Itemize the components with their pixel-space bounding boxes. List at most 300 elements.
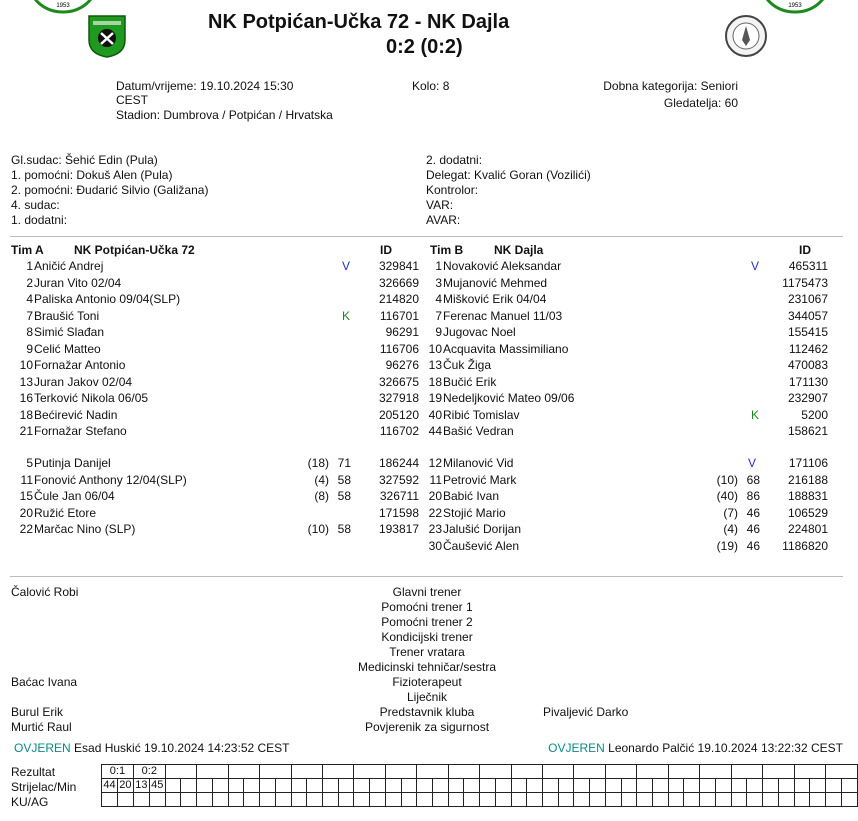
substitute-row	[420, 521, 835, 537]
scorer-cell	[794, 779, 810, 793]
player-name: Juran Jakov 02/04	[34, 374, 133, 389]
kuag-cell	[307, 793, 323, 807]
kuag-cell	[605, 793, 621, 807]
result-cell	[480, 765, 511, 779]
scorer-label: Strijelac/Min	[11, 780, 77, 794]
player-id: 214820	[378, 292, 419, 306]
staff-role: Pomoćni trener 1	[381, 600, 473, 614]
scorer-cell	[165, 779, 181, 793]
scorer-cell	[181, 779, 197, 793]
player-row	[11, 423, 426, 439]
match-datetime	[116, 79, 293, 93]
substitute-row	[11, 455, 426, 471]
official-left-2	[11, 183, 208, 197]
kuag-cell	[197, 793, 213, 807]
scorer-cell	[558, 779, 574, 793]
scorer-cell	[621, 779, 637, 793]
scorer-cell	[527, 779, 543, 793]
sub-for: (8)	[314, 489, 329, 503]
scorer-cell	[480, 779, 496, 793]
player-number: 15	[19, 489, 33, 503]
official-role: 1. pomoćni:	[11, 168, 74, 182]
player-number: 9	[26, 341, 33, 356]
player-number: 13	[19, 374, 33, 389]
scorer-cell	[653, 779, 669, 793]
player-name: Čuk Žiga	[443, 358, 492, 372]
substitute-row	[11, 488, 426, 504]
kuag-cell	[117, 793, 133, 807]
staff-role: Povjerenik za sigurnost	[364, 720, 490, 734]
scorer-cell	[244, 779, 260, 793]
official-role: Kontrolor:	[426, 183, 479, 197]
player-number: 3	[435, 275, 442, 290]
scorer-cell	[464, 779, 480, 793]
kuag-cell	[527, 793, 543, 807]
team-b-name: NK Dajla	[494, 243, 544, 257]
player-name: Jugovac Noel	[443, 325, 516, 339]
player-name: Fornažar Antonio	[34, 358, 126, 372]
kuag-cell	[700, 793, 716, 807]
kuag-cell	[778, 793, 794, 807]
player-number: 11	[429, 472, 442, 487]
result-cell	[448, 765, 479, 779]
substitute-row	[11, 505, 426, 521]
result-cell	[511, 765, 542, 779]
player-number: 8	[26, 325, 33, 339]
age-category-label: Dobna kategorija:	[603, 79, 698, 93]
scorer-cell	[810, 779, 826, 793]
kuag-cell	[228, 793, 244, 807]
kuag-cell	[480, 793, 496, 807]
player-id: 96276	[385, 358, 419, 372]
player-row	[420, 308, 835, 324]
player-row	[420, 374, 835, 390]
scorer-cell	[322, 779, 338, 793]
official-name: Šehić Edin (Pula)	[65, 153, 158, 167]
kuag-cell	[763, 793, 779, 807]
round-label: Kolo:	[412, 79, 440, 93]
kuag-cell	[794, 793, 810, 807]
official-role: 4. sudac:	[11, 198, 60, 212]
goalkeeper-mark: V	[342, 259, 351, 273]
scorer-cell: 20	[119, 779, 132, 791]
scorer-cell	[417, 779, 433, 793]
result-cell	[668, 765, 699, 779]
kuag-cell	[165, 793, 181, 807]
player-number: 1	[435, 259, 442, 273]
kuag-cell	[275, 793, 291, 807]
scorer-cell: 44	[103, 779, 116, 791]
match-stadium	[116, 108, 333, 122]
kuag-cell	[181, 793, 197, 807]
scorer-cell	[260, 779, 276, 793]
sub-minute: 58	[337, 489, 351, 503]
player-name: Nedeljković Mateo 09/06	[443, 391, 575, 405]
kuag-cell	[841, 793, 857, 807]
match-title: NK Potpićan-Učka 72 - NK Dajla	[208, 11, 510, 33]
player-name: Milanović Vid	[443, 456, 514, 470]
result-label: Rezultat	[11, 765, 56, 779]
scorer-cell	[778, 779, 794, 793]
sub-minute: 58	[337, 472, 351, 487]
result-cell	[197, 765, 228, 779]
scorer-cell	[684, 779, 700, 793]
left-club-rep: Burul Erik	[11, 705, 64, 719]
verified-left-text: Esad Huskić 19.10.2024 14:23:52 CEST	[74, 741, 290, 755]
player-id: 116701	[379, 308, 419, 323]
kuag-label: KU/AG	[11, 795, 49, 809]
player-id: 112462	[788, 341, 828, 356]
player-id: 326669	[378, 275, 419, 290]
staff-role: Kondicijski trener	[381, 630, 473, 644]
result-cell	[763, 765, 794, 779]
player-number: 20	[428, 489, 442, 503]
datetime-label: Datum/vrijeme:	[116, 79, 197, 93]
player-number: 18	[19, 407, 33, 422]
year-left: 1953	[56, 3, 70, 9]
official-right-0	[426, 153, 482, 167]
official-name: Kvalić Goran (Vozilići)	[474, 168, 591, 182]
player-name: Mujanović Mehmed	[443, 275, 548, 290]
team-a-label: Tim A	[11, 243, 44, 257]
player-row	[11, 275, 426, 291]
kuag-cell	[354, 793, 370, 807]
kuag-cell	[149, 793, 165, 807]
left-head-coach: Čalović Robi	[11, 585, 79, 599]
kuag-cell	[653, 793, 669, 807]
player-id: 193817	[378, 522, 419, 536]
player-number: 21	[19, 424, 33, 438]
age-category	[603, 79, 738, 93]
sub-for: (18)	[307, 456, 329, 470]
scorer-cell	[338, 779, 354, 793]
sub-for: (10)	[307, 522, 329, 536]
player-number: 23	[428, 522, 442, 536]
official-left-4	[11, 213, 67, 227]
player-name: Juran Vito 02/04	[34, 275, 122, 290]
scorer-cell: 45	[151, 779, 164, 791]
official-role: 2. pomoćni:	[11, 183, 74, 197]
age-category-value: Seniori	[700, 79, 738, 93]
sub-minute: 58	[337, 522, 351, 536]
player-id: 106529	[787, 505, 828, 520]
player-row	[11, 357, 426, 373]
player-row	[420, 324, 835, 340]
result-cell	[322, 765, 353, 779]
kuag-cell	[731, 793, 747, 807]
player-name: Fornažar Stefano	[34, 424, 127, 438]
stadium-value: Dumbrova / Potpićan / Hrvatska	[163, 108, 333, 122]
player-row	[420, 291, 835, 307]
result-cell	[291, 765, 322, 779]
year-right: 1953	[788, 3, 802, 9]
scorer-cell	[448, 779, 464, 793]
divider-mid	[10, 576, 843, 577]
right-club-rep: Pivaljević Darko	[543, 705, 629, 719]
player-name: Putinja Danijel	[34, 456, 111, 470]
player-name: Čaušević Alen	[443, 538, 520, 553]
official-name: Dokuš Alen (Pula)	[76, 168, 173, 182]
player-name: Terković Nikola 06/05	[34, 391, 149, 405]
player-number: 9	[435, 325, 442, 339]
official-right-4	[426, 213, 460, 227]
scorer-cell	[385, 779, 401, 793]
kuag-cell	[417, 793, 433, 807]
official-left-0	[11, 153, 158, 167]
player-number: 10	[428, 341, 442, 356]
team-a-name: NK Potpićan-Učka 72	[74, 243, 195, 257]
player-name: Mišković Erik 04/04	[443, 292, 547, 306]
scorer-cell	[432, 779, 448, 793]
official-role: VAR:	[426, 198, 454, 212]
timezone: CEST	[116, 93, 149, 107]
player-id: 327918	[378, 391, 419, 405]
official-role: AVAR:	[426, 213, 461, 227]
player-id: 216188	[787, 472, 828, 487]
player-id: 155415	[787, 325, 828, 339]
scorer-cell	[212, 779, 228, 793]
home-club-crest	[87, 14, 127, 58]
spectators-label: Gledatelja:	[663, 96, 722, 110]
player-name: Paliska Antonio 09/04(SLP)	[34, 292, 181, 306]
sub-for: (19)	[716, 538, 738, 553]
goalkeeper-mark: V	[751, 259, 760, 273]
player-number: 7	[26, 308, 33, 323]
kuag-cell	[260, 793, 276, 807]
spectators	[664, 96, 738, 110]
sub-for: (4)	[314, 472, 329, 487]
kuag-cell	[668, 793, 684, 807]
player-name: Babić Ivan	[443, 489, 500, 503]
sub-minute: 71	[337, 456, 351, 470]
scorer-cell	[291, 779, 307, 793]
player-number: 13	[428, 358, 442, 372]
official-name: Đudarić Silvio (Galižana)	[76, 183, 209, 197]
player-name: Celić Matteo	[34, 341, 101, 356]
staff-role: Medicinski tehničar/sestra	[357, 660, 497, 674]
scorer-cell	[637, 779, 653, 793]
scorer-cell	[763, 779, 779, 793]
goalkeeper-mark: V	[747, 456, 756, 470]
player-row	[11, 407, 426, 423]
substitute-row	[11, 521, 426, 537]
official-left-1	[11, 168, 172, 182]
player-number: 4	[26, 292, 33, 306]
player-row	[11, 258, 426, 274]
sub-for: (10)	[716, 472, 738, 487]
player-id: 171598	[378, 505, 419, 520]
player-row	[11, 374, 426, 390]
player-name: Marčac Nino (SLP)	[34, 522, 136, 536]
player-number: 40	[428, 407, 442, 422]
player-row	[11, 291, 426, 307]
player-row	[420, 390, 835, 406]
left-physio: Baćac Ivana	[11, 675, 78, 689]
player-id: 171106	[788, 456, 828, 470]
kuag-cell	[244, 793, 260, 807]
scorer-cell	[700, 779, 716, 793]
official-role: 1. dodatni:	[11, 213, 68, 227]
scorer-cell	[590, 779, 606, 793]
player-id: 205120	[378, 407, 419, 422]
player-number: 2	[26, 275, 33, 290]
kuag-cell	[448, 793, 464, 807]
player-id: 232907	[787, 391, 828, 405]
player-id: 5200	[801, 407, 828, 422]
player-number: 19	[428, 391, 442, 405]
scorer-cell	[715, 779, 731, 793]
kuag-cell	[102, 793, 118, 807]
player-number: 12	[428, 456, 442, 470]
staff-role: Pomoćni trener 2	[381, 615, 473, 629]
kuag-cell	[370, 793, 386, 807]
result-cell	[417, 765, 448, 779]
player-name: Simić Slađan	[34, 325, 105, 339]
official-role: Delegat:	[426, 168, 471, 182]
player-row	[420, 275, 835, 291]
substitute-row	[11, 472, 426, 488]
player-id: 1186820	[782, 538, 828, 553]
player-id: 326675	[378, 374, 419, 389]
result-cell	[228, 765, 259, 779]
kuag-cell	[637, 793, 653, 807]
player-name: Bašić Vedran	[443, 424, 514, 438]
sub-minute: 68	[746, 472, 760, 487]
sub-minute: 46	[746, 505, 760, 520]
scorer-cell	[605, 779, 621, 793]
team-a-id-header: ID	[380, 243, 392, 257]
staff-role: Glavni trener	[392, 585, 462, 599]
sub-minute: 46	[746, 522, 760, 536]
kuag-cell	[464, 793, 480, 807]
player-id: 327592	[378, 472, 419, 487]
player-number: 10	[19, 358, 33, 372]
official-right-2	[426, 183, 478, 197]
player-id: 116702	[379, 424, 419, 438]
player-row	[420, 258, 835, 274]
result-cell	[794, 765, 825, 779]
player-name: Aničić Andrej	[34, 259, 104, 273]
kuag-cell	[322, 793, 338, 807]
kuag-cell	[133, 793, 149, 807]
round-value: 8	[442, 79, 450, 93]
player-name: Bećirević Nadin	[34, 407, 118, 422]
kuag-cell	[291, 793, 307, 807]
staff-role: Liječnik	[406, 690, 448, 704]
verified-right-text: Leonardo Palčić 19.10.2024 13:22:32 CEST	[608, 741, 843, 755]
kuag-cell	[747, 793, 763, 807]
official-role: Gl.sudac:	[11, 153, 62, 167]
result-cell	[574, 765, 605, 779]
official-left-3	[11, 198, 60, 212]
scorer-cell	[495, 779, 511, 793]
player-number: 7	[435, 308, 442, 323]
kuag-cell	[558, 793, 574, 807]
official-role: 2. dodatni:	[426, 153, 483, 167]
verified-left-tag: OVJEREN	[14, 741, 71, 755]
result-cell: 0:2	[133, 765, 165, 779]
scorer-cell	[354, 779, 370, 793]
player-row	[11, 324, 426, 340]
verified-right	[548, 741, 843, 755]
kuag-cell	[543, 793, 559, 807]
result-cell	[605, 765, 636, 779]
player-name: Čule Jan 06/04	[34, 489, 115, 503]
substitute-row	[420, 505, 835, 521]
player-number: 18	[428, 374, 442, 389]
sub-for: (7)	[723, 505, 738, 520]
player-id: 96291	[385, 325, 419, 339]
sub-for: (40)	[716, 489, 738, 503]
left-security-officer: Murtić Raul	[11, 720, 72, 734]
player-row	[11, 308, 426, 324]
player-name: Ružić Etore	[34, 505, 97, 520]
player-id: 171130	[788, 374, 828, 389]
player-name: Jalušić Dorijan	[443, 522, 522, 536]
result-table	[101, 764, 858, 807]
scorer-cell	[228, 779, 244, 793]
substitute-row	[420, 472, 835, 488]
stadium-label: Stadion:	[116, 108, 161, 122]
home-club-logo-top	[28, 0, 98, 14]
staff-role: Fizioterapeut	[392, 675, 462, 689]
player-id: 344057	[787, 308, 828, 323]
result-cell	[637, 765, 668, 779]
kuag-cell	[590, 793, 606, 807]
player-number: 1	[26, 259, 33, 273]
result-cell: 0:1	[102, 765, 134, 779]
player-id: 188831	[787, 489, 828, 503]
kuag-cell	[401, 793, 417, 807]
player-id: 116706	[379, 341, 419, 356]
player-row	[11, 341, 426, 357]
scorer-cell	[275, 779, 291, 793]
player-name: Novaković Aleksandar	[443, 259, 562, 273]
substitute-row	[420, 488, 835, 504]
player-name: Braušić Toni	[34, 308, 100, 323]
player-id: 231067	[787, 292, 828, 306]
scorer-cell	[307, 779, 323, 793]
player-id: 158621	[787, 424, 828, 438]
datetime-value: 19.10.2024 15:30	[200, 79, 294, 93]
player-number: 30	[428, 538, 442, 553]
kuag-cell	[338, 793, 354, 807]
player-row	[420, 357, 835, 373]
player-row	[420, 423, 835, 439]
player-number: 5	[26, 456, 33, 470]
player-number: 16	[19, 391, 33, 405]
kuag-cell	[385, 793, 401, 807]
scorer-cell	[401, 779, 417, 793]
official-right-3	[426, 198, 453, 212]
scorer-cell	[731, 779, 747, 793]
player-name: Fonović Anthony 12/04(SLP)	[34, 472, 187, 487]
player-number: 20	[19, 505, 33, 520]
scorer-cell	[668, 779, 684, 793]
captain-mark: K	[751, 407, 760, 422]
player-id: 329841	[378, 259, 419, 273]
verified-right-tag: OVJEREN	[548, 741, 605, 755]
substitute-row	[420, 538, 835, 554]
player-id: 1175473	[782, 275, 828, 290]
result-cell	[385, 765, 416, 779]
scorer-cell	[511, 779, 527, 793]
sub-for: (4)	[723, 522, 738, 536]
kuag-cell	[432, 793, 448, 807]
kuag-cell	[495, 793, 511, 807]
spectators-value: 60	[724, 96, 738, 110]
divider-top	[10, 236, 843, 237]
